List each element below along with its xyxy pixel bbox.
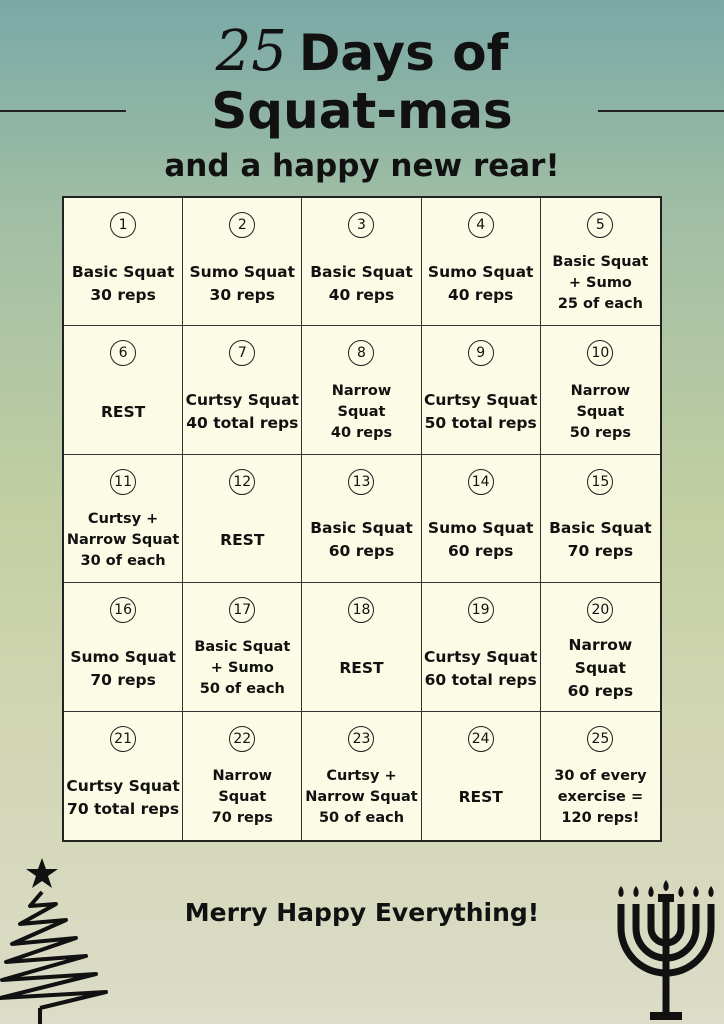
calendar-day-2 (183, 198, 302, 326)
calendar-day-25 (541, 712, 660, 840)
workout-text: Narrow Squat 40 reps (330, 382, 393, 441)
workout-text: Sumo Squat 70 reps (70, 647, 176, 689)
day-number: 9 (468, 340, 494, 366)
calendar-day-14 (422, 455, 541, 583)
workout-text: 30 of every exercise = 120 reps! (554, 768, 647, 827)
workout-text: Curtsy + Narrow Squat 50 of each (305, 768, 418, 827)
workout-text: Curtsy Squat 40 total reps (185, 391, 299, 433)
workout-text: Basic Squat + Sumo 50 of each (194, 639, 291, 698)
title-squat-mas: Squat-mas (211, 82, 513, 140)
title-line-1 (0, 19, 724, 84)
day-number: 5 (587, 212, 613, 238)
day-number: 12 (229, 469, 255, 495)
workout-text: REST (339, 659, 384, 678)
calendar-day-7 (183, 326, 302, 454)
workout-text: Basic Squat 70 reps (549, 519, 652, 561)
day-number: 2 (229, 212, 255, 238)
workout-text: Basic Squat 60 reps (310, 519, 413, 561)
workout-text: Curtsy Squat 70 total reps (66, 776, 180, 818)
workout-text: Curtsy Squat 50 total reps (424, 391, 538, 433)
day-number: 19 (468, 597, 494, 623)
calendar-day-9 (422, 326, 541, 454)
calendar-day-8 (302, 326, 421, 454)
workout-text: Narrow Squat 70 reps (211, 768, 273, 827)
day-number: 15 (587, 469, 613, 495)
workout-text: Curtsy + Narrow Squat 30 of each (66, 510, 180, 569)
workout-text: REST (458, 788, 503, 807)
day-number: 25 (587, 726, 613, 752)
day-number: 21 (110, 726, 136, 752)
calendar-day-3 (302, 198, 421, 326)
title-days-of: Days of (298, 24, 509, 82)
workout-text: Curtsy Squat 60 total reps (424, 647, 538, 689)
day-number: 20 (587, 597, 613, 623)
title-number: 25 (215, 19, 287, 84)
day-number: 8 (348, 340, 374, 366)
day-number: 14 (468, 469, 494, 495)
title-block (0, 19, 724, 185)
day-number: 11 (110, 469, 136, 495)
day-number: 17 (229, 597, 255, 623)
day-number: 22 (229, 726, 255, 752)
calendar-day-18 (302, 583, 421, 711)
calendar-day-15 (541, 455, 660, 583)
day-number: 3 (348, 212, 374, 238)
day-number: 13 (348, 469, 374, 495)
calendar-day-12 (183, 455, 302, 583)
calendar-day-4 (422, 198, 541, 326)
calendar-day-6 (64, 326, 183, 454)
calendar-day-11 (64, 455, 183, 583)
workout-text: Basic Squat 30 reps (71, 262, 175, 304)
workout-text: Basic Squat 40 reps (310, 262, 413, 304)
calendar-day-10 (541, 326, 660, 454)
day-number: 23 (348, 726, 374, 752)
workout-text: Sumo Squat 60 reps (427, 519, 534, 561)
workout-text: Narrow Squat 50 reps (569, 382, 631, 441)
calendar-day-16 (64, 583, 183, 711)
workout-text: Basic Squat + Sumo 25 of each (552, 254, 649, 313)
calendar-day-5 (541, 198, 660, 326)
calendar-day-17 (183, 583, 302, 711)
calendar-day-21 (64, 712, 183, 840)
workout-text: REST (100, 402, 146, 421)
calendar-grid (62, 196, 662, 842)
calendar-day-24 (422, 712, 541, 840)
subtitle: and a happy new rear! (164, 148, 560, 184)
calendar-day-13 (302, 455, 421, 583)
footer-greeting: Merry Happy Everything! (184, 898, 540, 927)
day-number: 16 (110, 597, 136, 623)
day-number: 24 (468, 726, 494, 752)
day-number: 18 (348, 597, 374, 623)
day-number: 4 (468, 212, 494, 238)
day-number: 7 (229, 340, 255, 366)
day-number: 6 (110, 340, 136, 366)
calendar-day-23 (302, 712, 421, 840)
menorah-icon (612, 880, 724, 1024)
day-number: 10 (587, 340, 613, 366)
workout-text: Narrow Squat 60 reps (567, 636, 634, 701)
calendar-day-19 (422, 583, 541, 711)
calendar-day-20 (541, 583, 660, 711)
workout-text: Sumo Squat 40 reps (427, 262, 534, 304)
workout-text: Sumo Squat 30 reps (189, 262, 296, 304)
workout-text: REST (220, 530, 265, 549)
day-number: 1 (110, 212, 136, 238)
christmas-tree-icon (0, 856, 120, 1024)
calendar-day-22 (183, 712, 302, 840)
calendar-day-1 (64, 198, 183, 326)
